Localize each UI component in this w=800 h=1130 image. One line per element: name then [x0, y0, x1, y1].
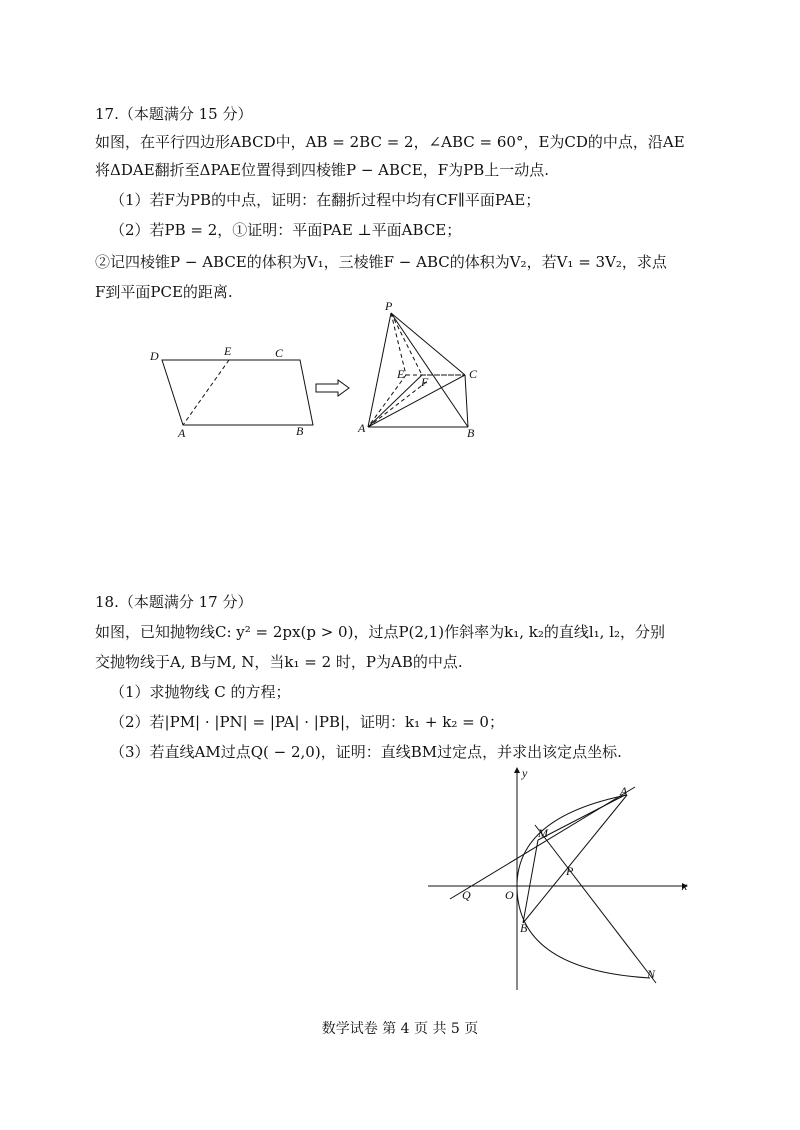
label-E: E — [397, 367, 405, 381]
label-A: A — [620, 784, 628, 798]
problem-18-header: 18.（本题满分 17 分） — [95, 593, 253, 611]
label-N: N — [647, 967, 656, 981]
problem-17-line2: 将ΔDAE翻折至ΔPAE位置得到四棱锥P − ABCE，F为PB上一动点. — [95, 161, 550, 179]
label-B: B — [467, 426, 475, 440]
label-M: M — [538, 826, 548, 840]
label-A: A — [358, 421, 366, 435]
parabola-figure — [420, 765, 690, 995]
label-B: B — [520, 921, 528, 935]
problem-17-part2c: F到平面PCE的距离. — [95, 283, 233, 301]
problem-18-part2: （2）若|PM| · |PN| = |PA| · |PB|，证明：k₁ + k₂ = 0； — [110, 713, 504, 731]
problem-18-line2: 交抛物线于A, B与M, N，当k₁ = 2 时，P为AB的中点. — [95, 653, 463, 671]
label-A: A — [178, 426, 186, 440]
label-P: P — [385, 300, 393, 313]
problem-18-part1: （1）求抛物线 C 的方程； — [110, 683, 291, 701]
problem-18-line1: 如图，已知抛物线C: y² = 2px(p > 0)，过点P(2,1)作斜率为k₁, k₂的直线l₁, l₂，分别 — [95, 623, 666, 641]
label-x: x — [682, 879, 688, 893]
problem-17-part1: （1）若F为PB的中点，证明：在翻折过程中均有CF∥平面PAE； — [110, 191, 541, 209]
label-O: O — [505, 888, 514, 902]
label-Q: Q — [462, 888, 471, 902]
transform-arrow-icon — [314, 378, 352, 398]
pyramid-figure — [355, 300, 495, 440]
problem-17-line1: 如图，在平行四边形ABCD中，AB = 2BC = 2，∠ABC = 60°，E为CD的中点，沿AE — [95, 133, 685, 151]
problem-17-part2b: ②记四棱锥P − ABCE的体积为V₁，三棱锥F − ABC的体积为V₂，若V₁ = 3V₂，求点 — [95, 253, 667, 271]
label-y: y — [522, 766, 528, 780]
label-C: C — [275, 346, 284, 360]
label-P: P — [566, 864, 574, 878]
problem-17-part2: （2）若PB = 2，①证明：平面PAE ⊥平面ABCE； — [110, 221, 462, 239]
label-B: B — [296, 424, 304, 438]
label-C: C — [469, 367, 478, 381]
label-F: F — [421, 375, 429, 389]
label-E: E — [224, 344, 232, 358]
problem-18-part3: （3）若直线AM过点Q( − 2,0)，证明：直线BM过定点，并求出该定点坐标. — [110, 743, 622, 761]
label-D: D — [150, 349, 159, 363]
page-footer: 数学试卷 第 4 页 共 5 页 — [321, 1021, 479, 1037]
problem-17-header: 17.（本题满分 15 分） — [95, 105, 253, 123]
parallelogram-figure — [140, 335, 320, 445]
